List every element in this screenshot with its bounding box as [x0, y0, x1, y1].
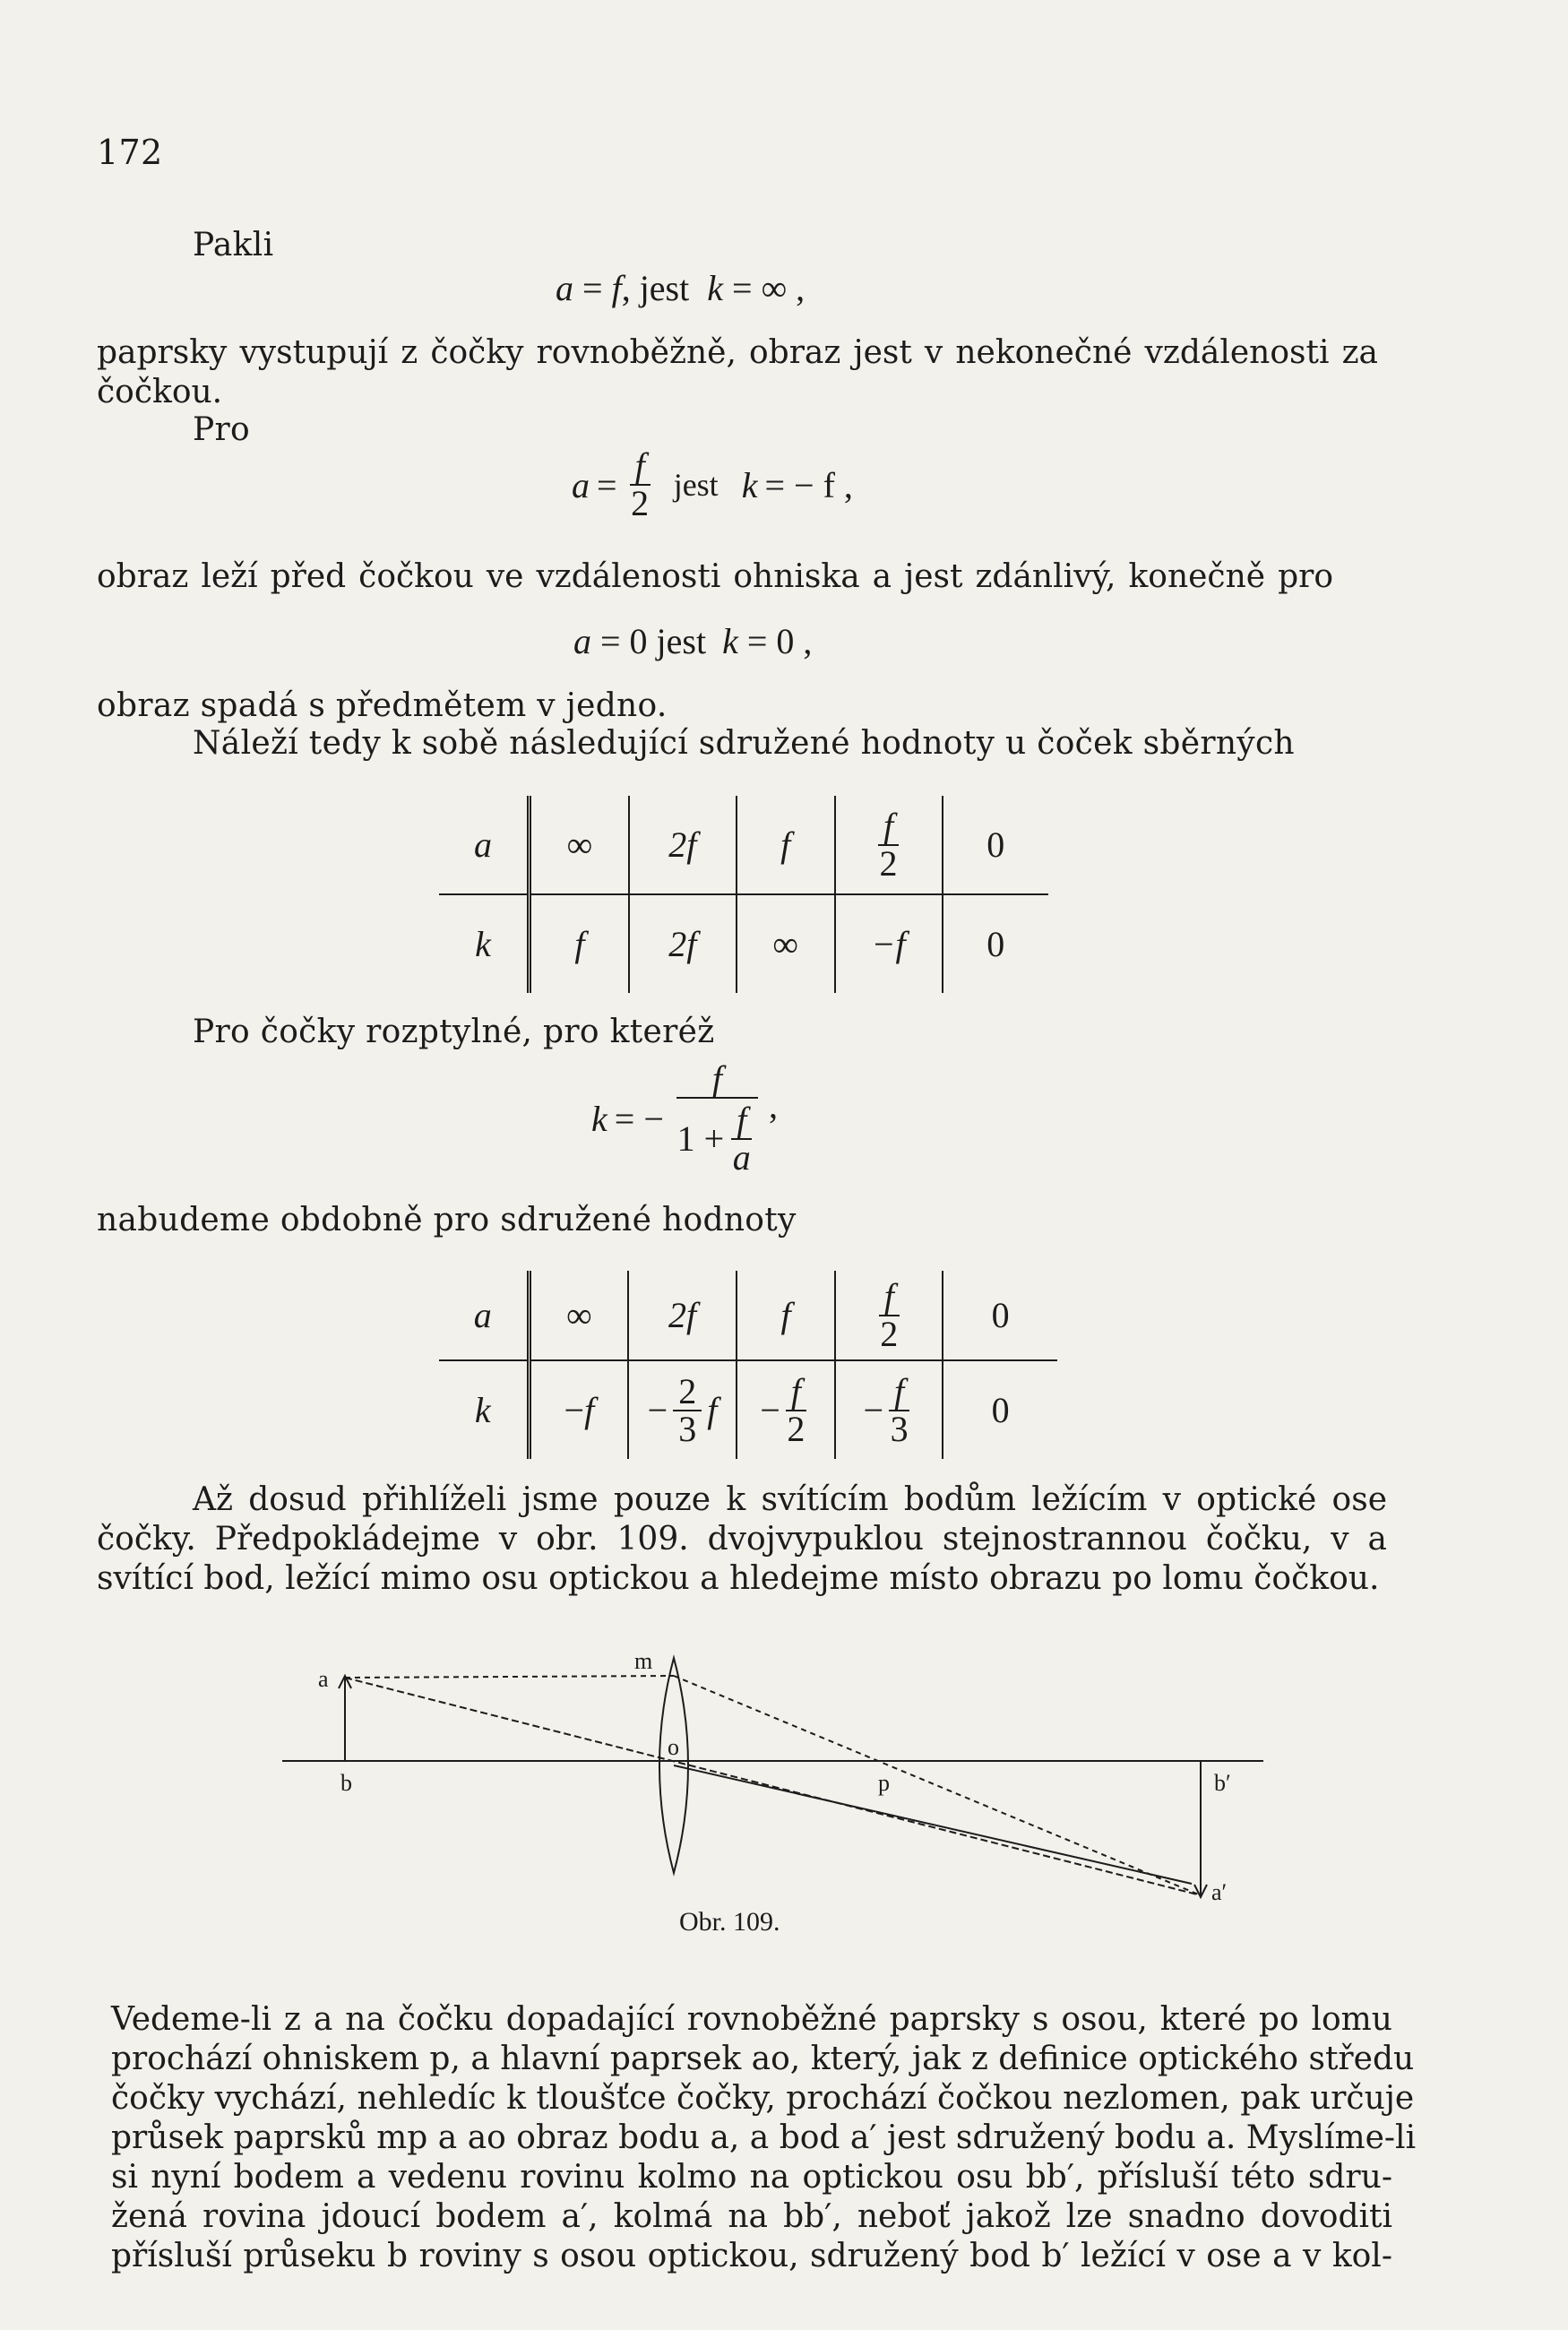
p7-line-3: čočky vychází, nehledíc k tloušťce čočky, prochází čočkou nezlomen, pak určuje — [111, 2080, 1415, 2117]
text-pakli: Pakli — [193, 227, 274, 263]
p2-line-1: obraz leží před čočkou ve vzdálenosti ohniska a jest zdánlivý, konečně pro — [97, 558, 1333, 595]
eq1-inf: ∞ , — [761, 268, 806, 308]
eq4-den-den: a — [732, 1137, 751, 1178]
eq3-k: k — [722, 621, 738, 661]
table2-cell-neg-f-over-3: − $\frac{f}{3}$ — [835, 1360, 943, 1459]
table2-cell-neg-f: −f — [529, 1360, 628, 1459]
equation-1 — [556, 267, 805, 309]
eq4-comma: , — [769, 1084, 779, 1126]
eq1-jest: , jest — [621, 268, 690, 308]
label-o: o — [668, 1734, 679, 1760]
table1-cell: 0 — [986, 924, 1005, 964]
eq2-num: f — [630, 448, 650, 486]
eq4-k: k — [591, 1098, 607, 1139]
eq2-eq: = — [597, 464, 617, 505]
eq4-num: f — [676, 1061, 758, 1099]
figure-caption: Obr. 109. — [679, 1907, 780, 1937]
eq4-den-num: f — [731, 1102, 752, 1140]
eq2-a: a — [572, 464, 590, 505]
p4-line-1: Pro čočky rozptylné, pro kteréž — [193, 1014, 715, 1050]
p6-line-1: Až dosud přihlíželi jsme pouze k svítícím bodům ležícím v optické ose — [193, 1481, 1387, 1518]
p7-line-5: si nyní bodem a vedenu rovinu kolmo na optickou osu bb′, přísluší této sdru- — [111, 2159, 1392, 2196]
table1-cell-f-over-2: $\frac{f}{2}$ — [835, 796, 943, 894]
p7-line-6: žená rovina jdoucí bodem a′, kolmá na bb′, neboť jakož lze snadno dovoditi — [111, 2198, 1392, 2235]
eq4-fraction — [676, 1058, 758, 1178]
p6-line-3: svítící bod, ležící mimo osu optickou a hledejme místo obrazu po lomu čočkou. — [97, 1560, 1380, 1597]
table1-cell: 2f — [629, 796, 737, 894]
table1-cell: f — [737, 796, 835, 894]
eq4-den — [677, 1102, 758, 1176]
eq1-f: f — [611, 268, 622, 308]
table1-cell: k — [439, 894, 529, 993]
table2-cell: f — [737, 1271, 835, 1360]
table2-row-k — [439, 1360, 1057, 1459]
paragraph-1 — [97, 333, 1378, 412]
eq3-a: a — [573, 621, 591, 661]
p6-line-2: čočky. Předpokládejme v obr. 109. dvojvypuklou stejnostrannou čočku, v a — [97, 1521, 1387, 1558]
table1-cell: ∞ — [529, 796, 628, 894]
eq2-k: k — [741, 464, 758, 505]
eq4-den-1: 1 + — [676, 1118, 725, 1159]
table2-cell: ∞ — [529, 1271, 628, 1360]
eq1-eq2: = — [732, 268, 753, 308]
table1-cell: 0 — [943, 796, 1048, 894]
label-b: b — [340, 1770, 352, 1796]
table1-cell: f — [529, 894, 628, 993]
p7-line-1: Vedeme-li z a na čočku dopadající rovnoběžné paprsky s osou, které po lomu — [111, 2001, 1392, 2038]
p7-line-2: prochází ohniskem p, a hlavní paprsek ao, který, jak z definice optického středu — [111, 2041, 1415, 2077]
paragraph-6 — [97, 1480, 1387, 1599]
table2-cell: k — [439, 1360, 529, 1459]
table2-cell-neg-two-thirds-f: − $\frac{2}{3}$ f — [628, 1360, 737, 1459]
eq1-eq: = — [582, 268, 603, 308]
eq2-rhs: = − f , — [764, 464, 853, 505]
ray-chief — [345, 1678, 1201, 1895]
equation-2 — [572, 445, 853, 523]
p3-line-2: Náleží tedy k sobě následující sdružené hodnoty u čoček sběrných — [193, 725, 1295, 762]
p1-line-1: paprsky vystupují z čočky rovnoběžně, obraz jest v nekonečné vzdálenosti za — [97, 334, 1378, 371]
figure-109 — [269, 1649, 1299, 1918]
table2-cell-f-over-2: $\frac{f}{2}$ — [835, 1271, 943, 1360]
table2-cell: a — [439, 1271, 529, 1360]
table-converging — [439, 796, 1048, 993]
label-a: a — [318, 1666, 329, 1692]
table1-cell: −f — [835, 894, 943, 993]
paragraph-2 — [97, 557, 1333, 597]
table2-cell-neg-f-over-2: − $\frac{f}{2}$ — [737, 1360, 835, 1459]
p5-line-1: nabudeme obdobně pro sdružené hodnoty — [97, 1202, 797, 1238]
eq3-rhs: = 0 , — [746, 621, 813, 661]
label-m: m — [634, 1649, 653, 1674]
table2-cell: 0 — [943, 1271, 1057, 1360]
equation-3 — [573, 620, 812, 662]
table1-row-a — [439, 796, 1048, 894]
eq4-eq: = − — [614, 1098, 664, 1139]
eq1-k: k — [707, 268, 723, 308]
label-p: p — [878, 1770, 890, 1796]
p7-line-4: průsek paprsků mp a ao obraz bodu a, a bod a′ jest sdružený bodu a. Myslíme-li — [111, 2119, 1417, 2156]
paragraph-7 — [111, 2000, 1417, 2276]
label-b-prime: b′ — [1214, 1770, 1231, 1796]
table1-cell: 2f — [629, 894, 737, 993]
p1-line-2: čočkou. — [97, 374, 223, 410]
ray-refracted — [674, 1676, 1201, 1895]
table-diverging — [439, 1271, 1057, 1459]
table2-cell: 2f — [628, 1271, 737, 1360]
eq2-fraction — [630, 445, 650, 523]
table1-cell: ∞ — [737, 894, 835, 993]
page-number: 172 — [97, 133, 163, 172]
table1-cell: a — [439, 796, 529, 894]
text-pro: Pro — [193, 411, 251, 448]
p3-line-1: obraz spadá s předmětem v jedno. — [97, 687, 668, 724]
eq2-den: 2 — [631, 483, 650, 523]
table1-row-k — [439, 894, 1048, 993]
label-a-prime: a′ — [1211, 1879, 1228, 1905]
equation-4 — [591, 1058, 779, 1178]
eq2-jest: jest — [673, 467, 719, 503]
table2-cell: 0 — [991, 1390, 1010, 1430]
eq1-a: a — [556, 268, 573, 308]
ray-parallel — [345, 1676, 674, 1678]
table2-row-a — [439, 1271, 1057, 1360]
eq3-rest: = 0 jest — [600, 621, 707, 661]
p7-line-7: přísluší průseku b roviny s osou optickou, sdružený bod b′ ležící v ose a v kol- — [111, 2238, 1392, 2274]
